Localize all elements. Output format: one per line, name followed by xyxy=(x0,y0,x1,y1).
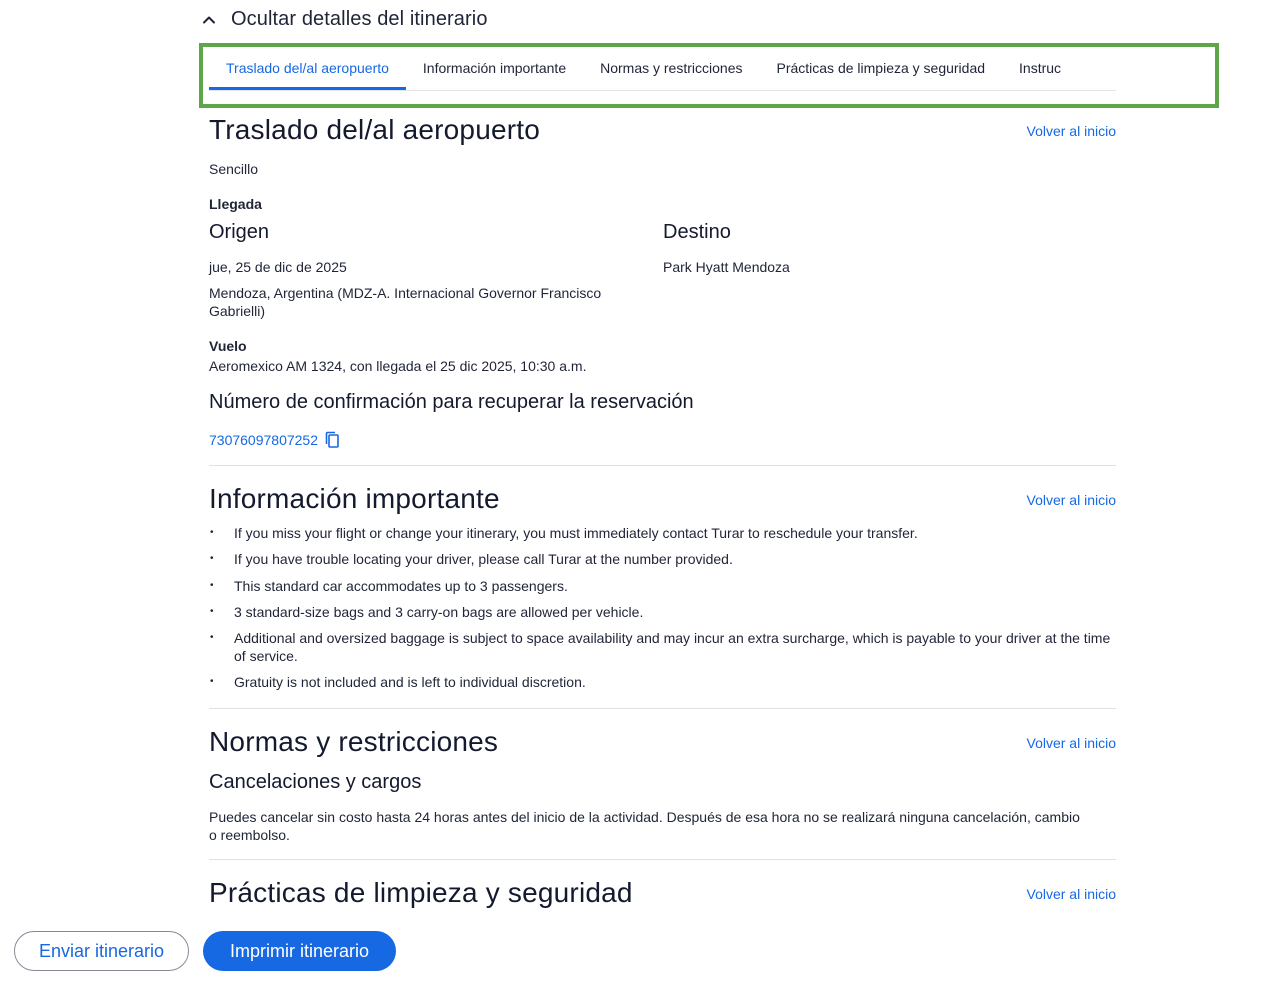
back-to-top-link[interactable]: Volver al inicio xyxy=(1026,492,1116,508)
section-divider xyxy=(209,465,1116,466)
list-item: • Additional and oversized baggage is subject to space availability and may incur an extra surcharge, which is payable to your driver at the time of service. xyxy=(209,629,1116,665)
copy-icon xyxy=(324,431,340,448)
confirmation-heading: Número de confirmación para recuperar la reservación xyxy=(209,391,694,413)
important-info-title: Información importante xyxy=(209,483,500,514)
origin-date: jue, 25 de dic de 2025 xyxy=(209,259,347,275)
origin-place: Mendoza, Argentina (MDZ-A. Internacional Governor Francisco Gabrielli) xyxy=(209,285,602,319)
transfer-section-title: Traslado del/al aeropuerto xyxy=(209,114,541,145)
trip-type: Sencillo xyxy=(209,161,259,177)
important-info-list xyxy=(209,524,1116,700)
list-item: • If you miss your flight or change your itinerary, you must immediately contact Turar to reschedule your transfer. xyxy=(209,524,1116,542)
list-item: • Gratuity is not included and is left to individual discretion. xyxy=(209,673,1116,691)
cleaning-title: Prácticas de limpieza y seguridad xyxy=(209,877,633,908)
rules-title: Normas y restricciones xyxy=(209,726,499,757)
section-divider xyxy=(209,859,1116,860)
tab-important-info[interactable]: Información importante xyxy=(422,60,567,76)
direction-label: Llegada xyxy=(209,196,262,212)
section-tabs xyxy=(209,50,1116,91)
confirmation-number-copy[interactable] xyxy=(209,431,340,448)
cancellation-policy-text: Puedes cancelar sin costo hasta 24 horas antes del inicio de la actividad. Después de esa hora no se realizará ninguna cancelación, cambio o reembolso. xyxy=(209,809,1080,843)
bottom-action-bar xyxy=(0,910,1288,983)
destination-heading: Destino xyxy=(663,221,731,243)
chevron-up-icon xyxy=(201,12,217,28)
tab-instructions[interactable]: Instruc xyxy=(1019,60,1062,76)
back-to-top-link[interactable]: Volver al inicio xyxy=(1026,735,1116,751)
tab-cleaning-safety[interactable]: Prácticas de limpieza y seguridad xyxy=(776,60,986,76)
itinerary-details-toggle-label: Ocultar detalles del itinerario xyxy=(231,8,488,30)
list-item: • 3 standard-size bags and 3 carry-on bags are allowed per vehicle. xyxy=(209,603,1116,621)
flight-info: Aeromexico AM 1324, con llegada el 25 dic 2025, 10:30 a.m. xyxy=(209,358,587,374)
tab-airport-transfer[interactable]: Traslado del/al aeropuerto xyxy=(209,50,406,90)
destination-place: Park Hyatt Mendoza xyxy=(663,259,790,275)
list-item: • If you have trouble locating your driver, please call Turar at the number provided. xyxy=(209,550,1116,568)
origin-heading: Origen xyxy=(209,221,270,243)
back-to-top-link[interactable]: Volver al inicio xyxy=(1026,886,1116,902)
send-itinerary-button[interactable]: Enviar itinerario xyxy=(14,931,189,971)
confirmation-number: 73076097807252 xyxy=(209,431,319,448)
flight-heading: Vuelo xyxy=(209,338,247,354)
list-item: • This standard car accommodates up to 3 passengers. xyxy=(209,577,1116,595)
itinerary-details-toggle[interactable] xyxy=(201,8,488,31)
tab-rules-restrictions[interactable]: Normas y restricciones xyxy=(600,60,743,76)
print-itinerary-button[interactable]: Imprimir itinerario xyxy=(203,931,396,971)
cancellations-heading: Cancelaciones y cargos xyxy=(209,771,422,793)
back-to-top-link[interactable]: Volver al inicio xyxy=(1026,123,1116,139)
section-divider xyxy=(209,708,1116,709)
